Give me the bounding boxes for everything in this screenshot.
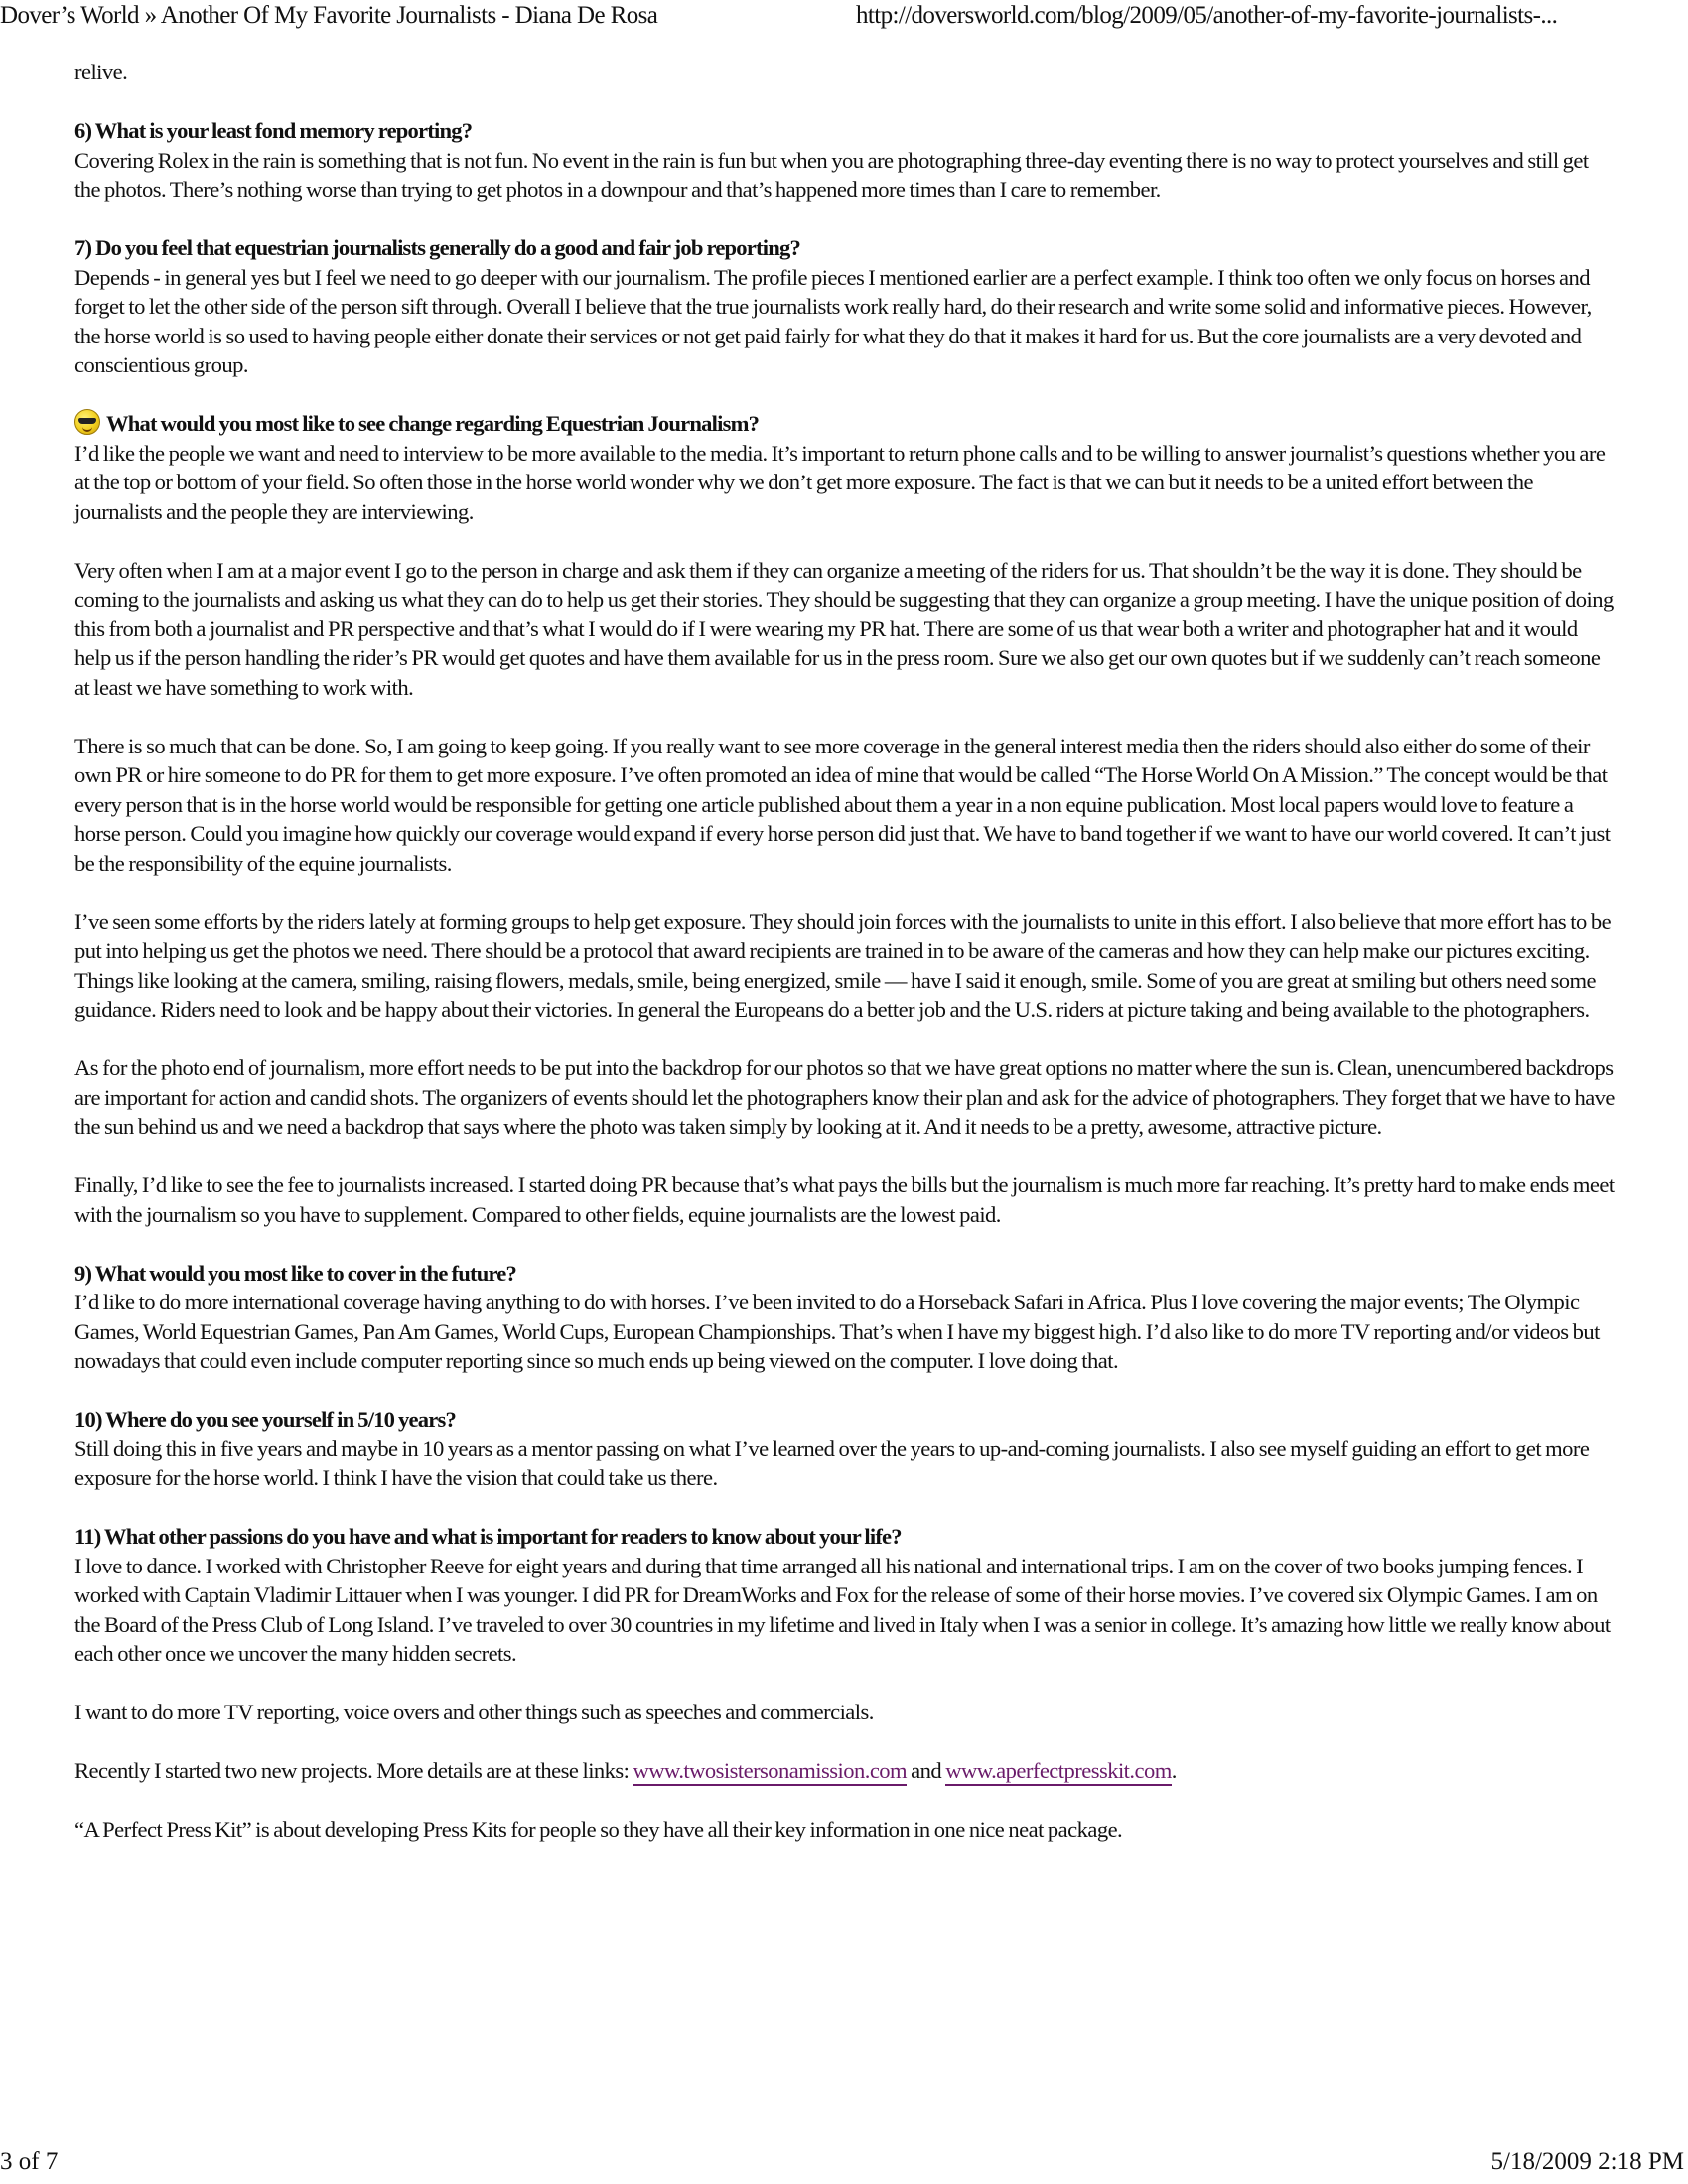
presskit-link[interactable]: www.aperfectpresskit.com [945, 1758, 1172, 1786]
answer-paragraph: There is so much that can be done. So, I am going to keep going. If you really want to see more coverage in the general interest media then the riders should also either do some of their own PR or hire someone to do PR for them to get more exposure. I’ve often promoted an idea of mine that would be called “The Horse World On A Mission.” The concept would be that every person that is in the horse world would be responsible for getting one article published about them a year in a non equine publication. Most local papers would love to feature a horse person. Could you imagine how quickly our coverage would expand if every horse person did just that. We have to band together if we want to have our world covered. It can’t just be the responsibility of the equine journalists. [74, 733, 1611, 876]
qa-section-9 [74, 1259, 1616, 1376]
answer-paragraph: Very often when I am at a major event I go to the person in charge and ask them if they can organize a meeting of the riders for us. That shouldn’t be the way it is done. They should be coming to the journalists and asking us what they can do to help us get their stories. They should be suggesting that they can organize a group meeting. I have the unique position of doing this from both a journalist and PR perspective and that’s what I would do if I were wearing my PR hat. There are some of us that wear both a writer and photographer hat and it would help us if the person handling the rider’s PR would get quotes and have them available for us in the press room. Sure we also get our own quotes but if we suddenly can’t reach someone at least we have something to work with. [74, 557, 1614, 700]
question-heading: 7) Do you feel that equestrian journalists generally do a good and fair job reporting? [74, 235, 800, 260]
answer-text: Covering Rolex in the rain is something that is not fun. No event in the rain is fun but when you are photographing three-day eventing there is no way to protect yourselves and still get the photos. There’s nothing worse than trying to get photos in a downpour and that’s happened more times than I care to remember. [74, 147, 1589, 202]
answer-text: I’d like to do more international coverage having anything to do with horses. I’ve been invited to do a Horseback Safari in Africa. Plus I love covering the major events; The Olympic Games, World Equestrian Games, Pan Am Games, World Cups, European Championships. That’s when I have my biggest high. I’d also like to do more TV reporting and/or videos but nowadays that could even include computer reporting since so much ends up being viewed on the computer. I love doing that. [74, 1290, 1600, 1373]
qa-section-8 [74, 409, 1616, 526]
page-header-url: http://doversworld.com/blog/2009/05/another-of-my-favorite-journalists-... [856, 2, 1558, 29]
tv-paragraph: I want to do more TV reporting, voice overs and other things such as speeches and commercials. [74, 1700, 874, 1724]
answer-paragraph: I’ve seen some efforts by the riders lately at forming groups to help get exposure. They should join forces with the journalists to unite in this effort. I also believe that more effort has to be put into helping us get the photos we need. There should be a protocol that award recipients are trained in to be aware of the cameras and how they can help make our pictures exciting. Things like looking at the camera, smiling, raising flowers, medals, smile, being energized, smile — have I said it enough, smile. Some of you are great at smiling but others need some guidance. Riders need to look and be happy about their victories. In general the Europeans do a better job and the U.S. riders at picture taking and being available to the photographers. [74, 908, 1612, 1022]
answer-text: Still doing this in five years and maybe in 10 years as a mentor passing on what I’ve learned over the years to up-and-coming journalists. I also see myself guiding an effort to get more exposure for the horse world. I think I have the vision that could take us there. [74, 1435, 1590, 1490]
question-heading: What would you most like to see change regarding Equestrian Journalism? [106, 411, 760, 436]
intro-text: relive. [74, 60, 128, 84]
answer-paragraph: Finally, I’d like to see the fee to journalists increased. I started doing PR because that’s what pays the bills but the journalism is much more far reaching. It’s pretty hard to make ends meet with the journalism so you have to supplement. Compared to other fields, equine journalists are the lowest paid. [74, 1172, 1615, 1227]
presskit-paragraph: “A Perfect Press Kit” is about developing Press Kits for people so they have all their key information in one nice neat package. [74, 1817, 1123, 1842]
page-header-title: Dover’s World » Another Of My Favorite Journalists - Diana De Rosa [0, 2, 658, 29]
sunglasses-smiley-icon [74, 409, 100, 435]
print-datetime: 5/18/2009 2:18 PM [1490, 2148, 1684, 2175]
projects-and: and [907, 1758, 946, 1783]
projects-paragraph [74, 1756, 1616, 1786]
question-heading-row [74, 409, 1616, 439]
qa-section-7 [74, 233, 1616, 380]
page-number: 3 of 7 [0, 2148, 59, 2175]
qa-section-6 [74, 116, 1616, 205]
twosisters-link[interactable]: www.twosistersonamission.com [633, 1758, 907, 1786]
projects-suffix: . [1171, 1758, 1177, 1783]
answer-text: I’d like the people we want and need to interview to be more available to the media. It’s important to return phone calls and to be willing to answer journalist’s questions whether you are at the top or bottom of your field. So often those in the horse world wonder why we don’t get more exposure. The fact is that we can but it needs to be a united effort between the journalists and the people they are interviewing. [74, 440, 1606, 524]
projects-prefix: Recently I started two new projects. More details are at these links: [74, 1758, 633, 1783]
question-heading: 11) What other passions do you have and what is important for readers to know about your life? [74, 1524, 902, 1549]
article-content [74, 58, 1616, 1873]
question-heading: 10) Where do you see yourself in 5/10 years? [74, 1407, 456, 1432]
answer-paragraph: As for the photo end of journalism, more effort needs to be put into the backdrop for our photos so that we have great options no matter where the sun is. Clean, unencumbered backdrops are important for action and candid shots. The organizers of events should let the photographers know their plan and ask for the advice of photographers. They forget that we have to have the sun behind us and we need a backdrop that says where the photo was taken simply by looking at it. And it needs to be a pretty, awesome, attractive picture. [74, 1055, 1615, 1139]
question-heading: 6) What is your least fond memory reporting? [74, 118, 473, 143]
answer-text: Depends - in general yes but I feel we need to go deeper with our journalism. The profile pieces I mentioned earlier are a perfect example. I think too often we only focus on horses and forget to let the other side of the person sift through. Overall I believe that the true journalists work really hard, do their research and write some solid and informative pieces. However, the horse world is so used to having people either donate their services or not get paid fairly for what they do that it makes it hard for us. But the core journalists are a very devoted and conscientious group. [74, 264, 1592, 377]
qa-section-10 [74, 1405, 1616, 1493]
question-heading: 9) What would you most like to cover in the future? [74, 1260, 517, 1286]
answer-text: I love to dance. I worked with Christopher Reeve for eight years and during that time arranged all his national and international trips. I am on the cover of two books jumping fences. I worked with Captain Vladimir Littauer when I was younger. I did PR for DreamWorks and Fox for the release of some of their horse movies. I’ve covered six Olympic Games. I am on the Board of the Press Club of Long Island. I’ve traveled to over 30 countries in my lifetime and lived in Italy when I was a senior in college. It’s amazing how little we really know about each other once we uncover the many hidden secrets. [74, 1553, 1611, 1666]
qa-section-11 [74, 1522, 1616, 1669]
